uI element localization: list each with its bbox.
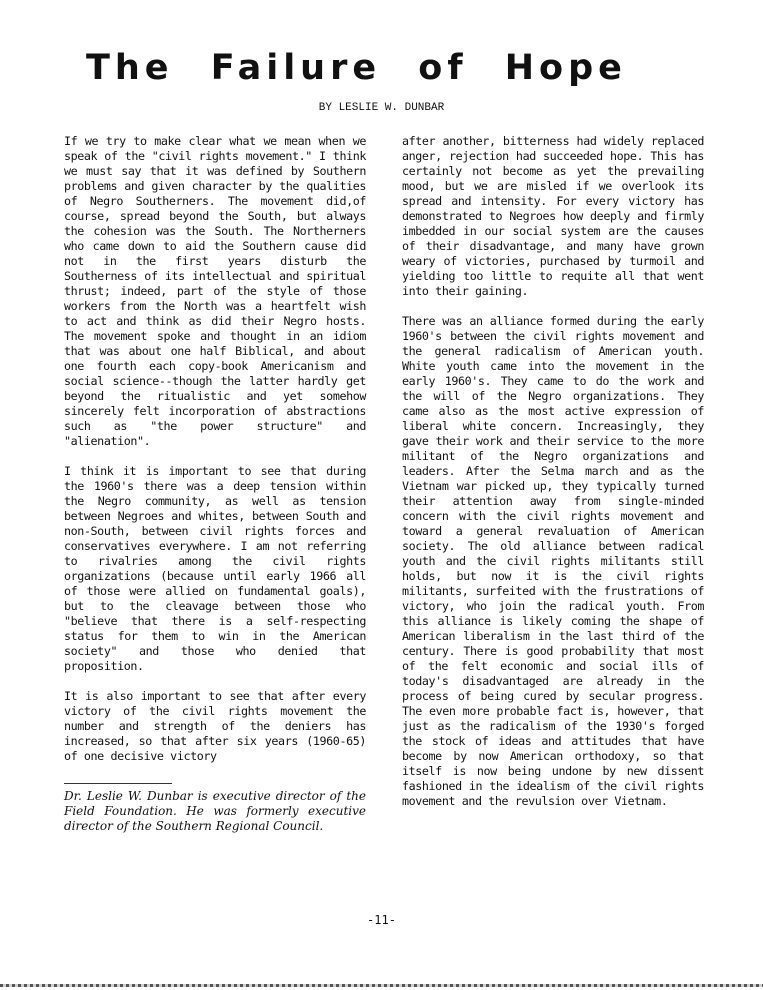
scan-edge-rule — [0, 984, 763, 987]
byline: BY LESLIE W. DUNBAR — [318, 102, 445, 114]
left-column — [64, 134, 366, 849]
footnote-rule — [64, 783, 172, 784]
article-title: The Failure of Hope — [86, 48, 627, 88]
author-note: Dr. Leslie W. Dunbar is executive director of the Field Foundation. He was formerly executive director of the Southern Regional Council. — [64, 789, 366, 833]
page-number: -11- — [367, 913, 396, 927]
paragraph: I think it is important to see that during the 1960's there was a deep tension within the Negro community, as well as tension between Negroes and whites, between South and non-South, between civil rights forces and conservatives everywhere. I am not referring to rivalries among the civil rights organizations (because until early 1966 all of those were allied on fundamental goals), but to the cleavage between those who "believe that there is a self-respecting status for them to win in the American society" and those who denied that proposition. — [64, 464, 366, 673]
paragraph: If we try to make clear what we mean when we speak of the "civil rights movement." I think we must say that it was defined by Southern problems and given character by the qualities of Negro Southerners. The movement did,of course, spread beyond the South, but always the cohesion was the South. The Northerners who came down to aid the Southern cause did not in the first years disturb the Southerness of its intellectual and spiritual thrust; indeed, part of the style of those workers from the North was a heartfelt wish to act and think as did their Negro hosts. The movement spoke and thought in an idiom that was about one half Biblical, and about one fourth each copy-book Americanism and social science--though the latter hardly get beyond the ritualistic and yet somehow sincerely felt incorporation of abstractions such as "the power structure" and "alienation". — [64, 134, 366, 448]
paragraph: after another, bitterness had widely replaced anger, rejection had succeeded hope. This has certainly not become as yet the prevailing mood, but we are misled if we overlook its spread and intensity. For every victory has demonstrated to Negroes how deeply and firmly imbedded in our social system are the causes of their disadvantage, and many have grown weary of victories, purchased by turmoil and yielding too little to requite all that went into their gaining. — [402, 134, 704, 298]
right-column — [402, 134, 704, 824]
paragraph: It is also important to see that after every victory of the civil rights movement the number and strength of the deniers has increased, so that after six years (1960-65) of one decisive victory — [64, 689, 366, 763]
paragraph: There was an alliance formed during the early 1960's between the civil rights movement and the general radicalism of American youth. White youth came into the movement in the early 1960's. They came to do the work and the will of the Negro organizations. They came also as the most active expression of liberal white concern. Increasingly, they gave their work and their service to the more militant of the Negro organizations and leaders. After the Selma march and as the Vietnam war picked up, they typically turned their attention away from single-minded concern with the civil rights movement and toward a general revaluation of American society. The old alliance between radical youth and the civil rights militants still holds, but now it is the civil rights militants, surfeited with the frustrations of victory, who join the radical youth. From this alliance is likely coming the shape of American liberalism in the last third of the century. There is good probability that most of the felt economic and social ills of today's disadvantaged are already in the process of being cured by secular progress. The even more probable fact is, however, that just as the radicalism of the 1930's forged the stock of ideas and attitudes that have become by now American orthodoxy, so that itself is now being undone by new dissent fashioned in the idealism of the civil rights movement and the revulsion over Vietnam. — [402, 314, 704, 808]
